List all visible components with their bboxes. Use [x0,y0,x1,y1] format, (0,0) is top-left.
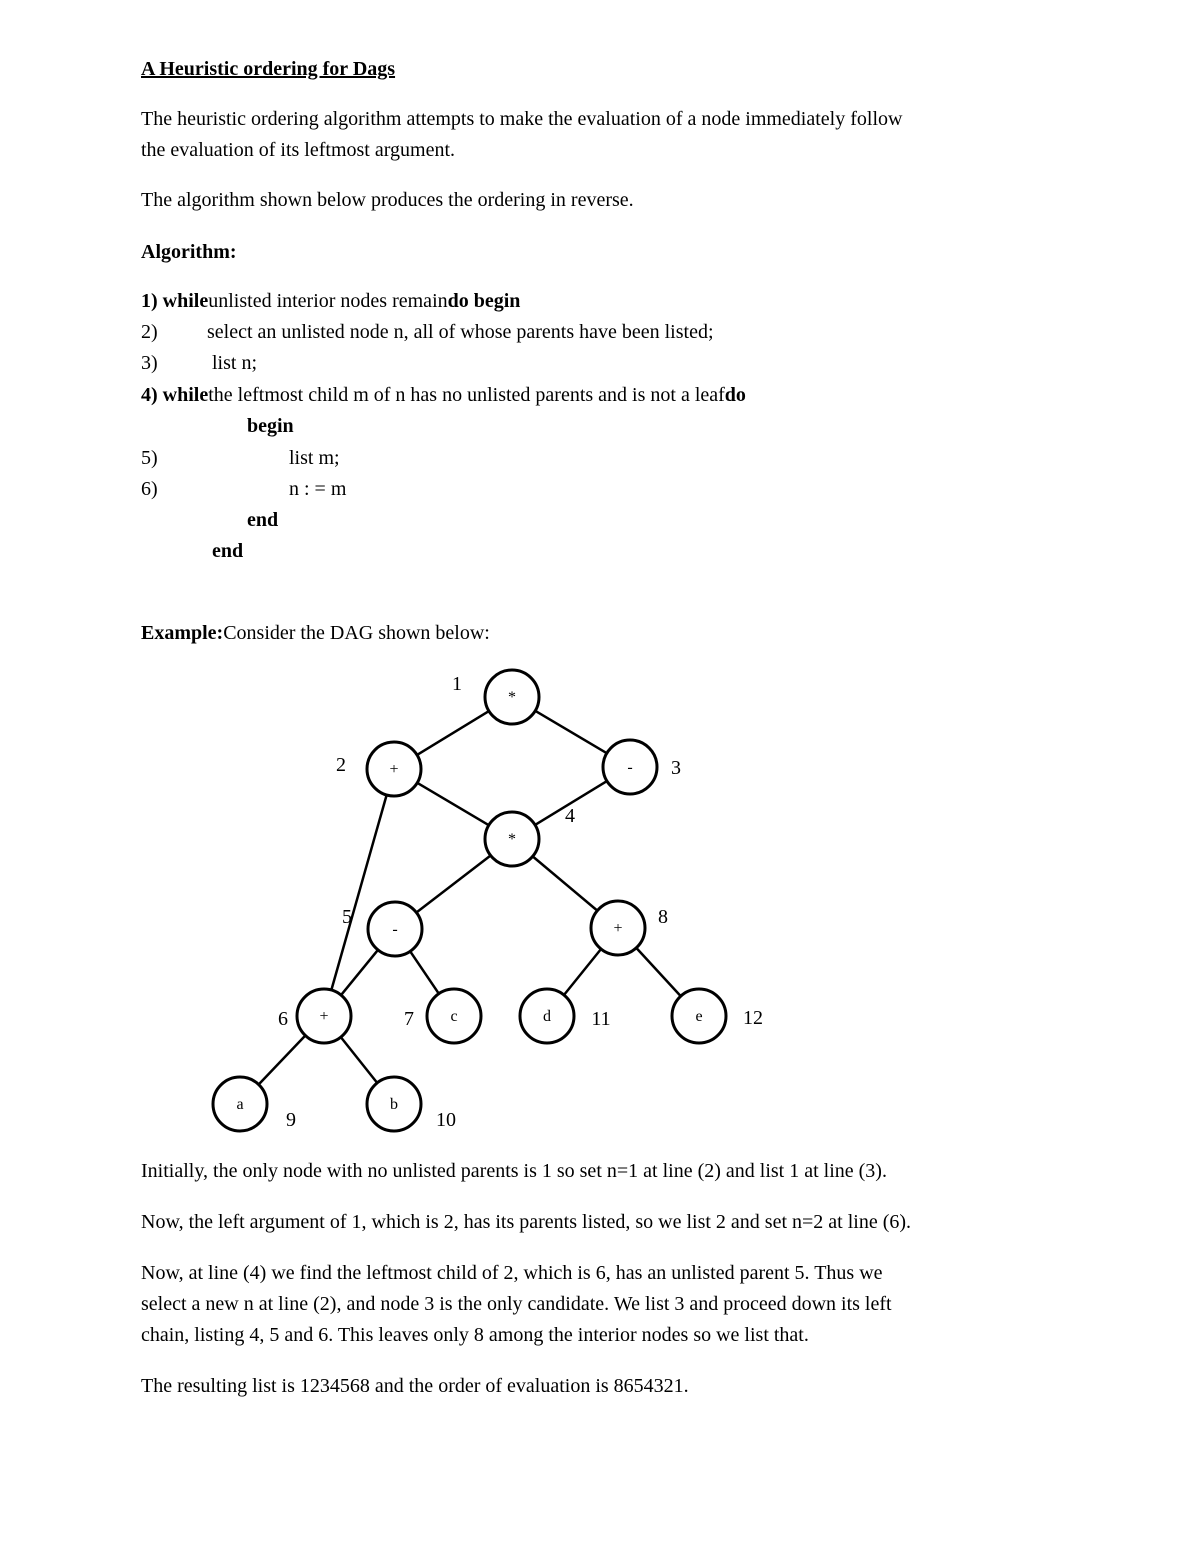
dag-node-3-number: 3 [671,757,681,779]
dag-edge-4-8 [533,856,598,910]
result-paragraph: The resulting list is 1234568 and the order of evaluation is 8654321. [141,1375,689,1397]
algorithm-heading: Algorithm: [141,241,237,263]
dag-node-3-operator: - [627,759,633,776]
algo-line-2-number: 2) [141,321,158,343]
algo-line-5-number: 5) [141,447,158,469]
page-title: A Heuristic ordering for Dags [141,58,396,80]
dag-node-1-operator: * [508,689,516,706]
dag-node-7-number: 7 [404,1008,414,1030]
algo-line-5-text: list m; [289,447,340,469]
intro-paragraph-line-2: the evaluation of its leftmost argument. [141,139,456,161]
dag-node-12-number: 12 [743,1007,763,1029]
dag-edge-2-6 [331,795,386,990]
example-text: Consider the DAG shown below: [223,622,490,644]
dag-edge-5-7 [410,951,439,993]
example-label: Example: [141,622,224,644]
algo-line-6-text: n : = m [289,478,347,500]
dag-edge-2-4 [417,783,489,825]
dag-node-2-operator: + [389,761,399,778]
dag-edge-4-5 [416,855,490,912]
dag-node-10-number: 10 [436,1109,456,1131]
explanation-paragraph-3-line-3: chain, listing 4, 5 and 6. This leaves only 8 among the interior nodes so we list that. [141,1324,809,1346]
algo-line-3-text: list n; [212,352,258,374]
dag-edge-8-11 [564,949,601,995]
algo-end-outer: end [212,540,244,562]
algo-line-6-number: 6) [141,478,158,500]
intro-paragraph-2: The algorithm shown below produces the ordering in reverse. [141,189,634,211]
dag-node-8-operator: + [613,920,623,937]
algo-line-4-keyword-while: while [162,384,209,406]
dag-node-8-number: 8 [658,906,668,928]
dag-node-4-operator: * [508,831,516,848]
algo-line-1-keyword-do-begin: do begin [447,290,521,312]
dag-node-9-number: 9 [286,1109,296,1131]
explanation-paragraph-3-line-2: select a new n at line (2), and node 3 is the only candidate. We list 3 and proceed down its left [141,1293,892,1315]
algo-line-1-text: unlisted interior nodes remain [208,290,448,312]
dag-node-10-operator: b [390,1096,398,1113]
dag-node-5-number: 5 [342,906,352,928]
dag-node-6-operator: + [319,1008,329,1025]
algo-line-4-number: 4) [141,384,158,406]
intro-paragraph-line-1: The heuristic ordering algorithm attempts to make the evaluation of a node immediately follow [141,108,903,130]
dag-edge-1-2 [417,711,489,755]
algo-end-inner: end [247,509,279,531]
algo-begin: begin [247,415,294,437]
dag-node-9-operator: a [236,1096,244,1113]
explanation-paragraph-3-line-1: Now, at line (4) we find the leftmost child of 2, which is 6, has an unlisted parent 5. Thus we [141,1262,883,1284]
algo-line-4-keyword-do: do [724,384,746,406]
dag-edge-5-6 [341,950,378,995]
dag-node-12-operator: e [695,1008,703,1025]
dag-edge-1-3 [535,711,607,753]
algo-line-1-keyword-while: while [162,290,209,312]
dag-node-7-operator: c [450,1008,458,1025]
explanation-paragraph-2: Now, the left argument of 1, which is 2, has its parents listed, so we list 2 and set n=2 at line (6). [141,1211,912,1233]
dag-edge-6-10 [341,1037,377,1083]
dag-node-6-number: 6 [278,1008,288,1030]
algo-line-2-text: select an unlisted node n, all of whose parents have been listed; [207,321,714,343]
algo-line-1-number: 1) [141,290,158,312]
dag-node-2-number: 2 [336,754,346,776]
dag-node-5-operator: - [392,921,398,938]
dag-node-11-number: 11 [591,1008,611,1030]
algo-line-3-number: 3) [141,352,158,374]
algo-line-4-text: the leftmost child m of n has no unlisted parents and is not a leaf [208,384,725,406]
dag-node-1-number: 1 [452,673,462,695]
explanation-paragraph-1: Initially, the only node with no unlisted parents is 1 so set n=1 at line (2) and list 1 at line (3). [141,1160,887,1182]
dag-edge-8-12 [636,948,680,996]
dag-node-4-number: 4 [565,805,575,827]
dag-node-11-operator: d [543,1008,551,1025]
dag-edge-6-9 [259,1036,306,1085]
